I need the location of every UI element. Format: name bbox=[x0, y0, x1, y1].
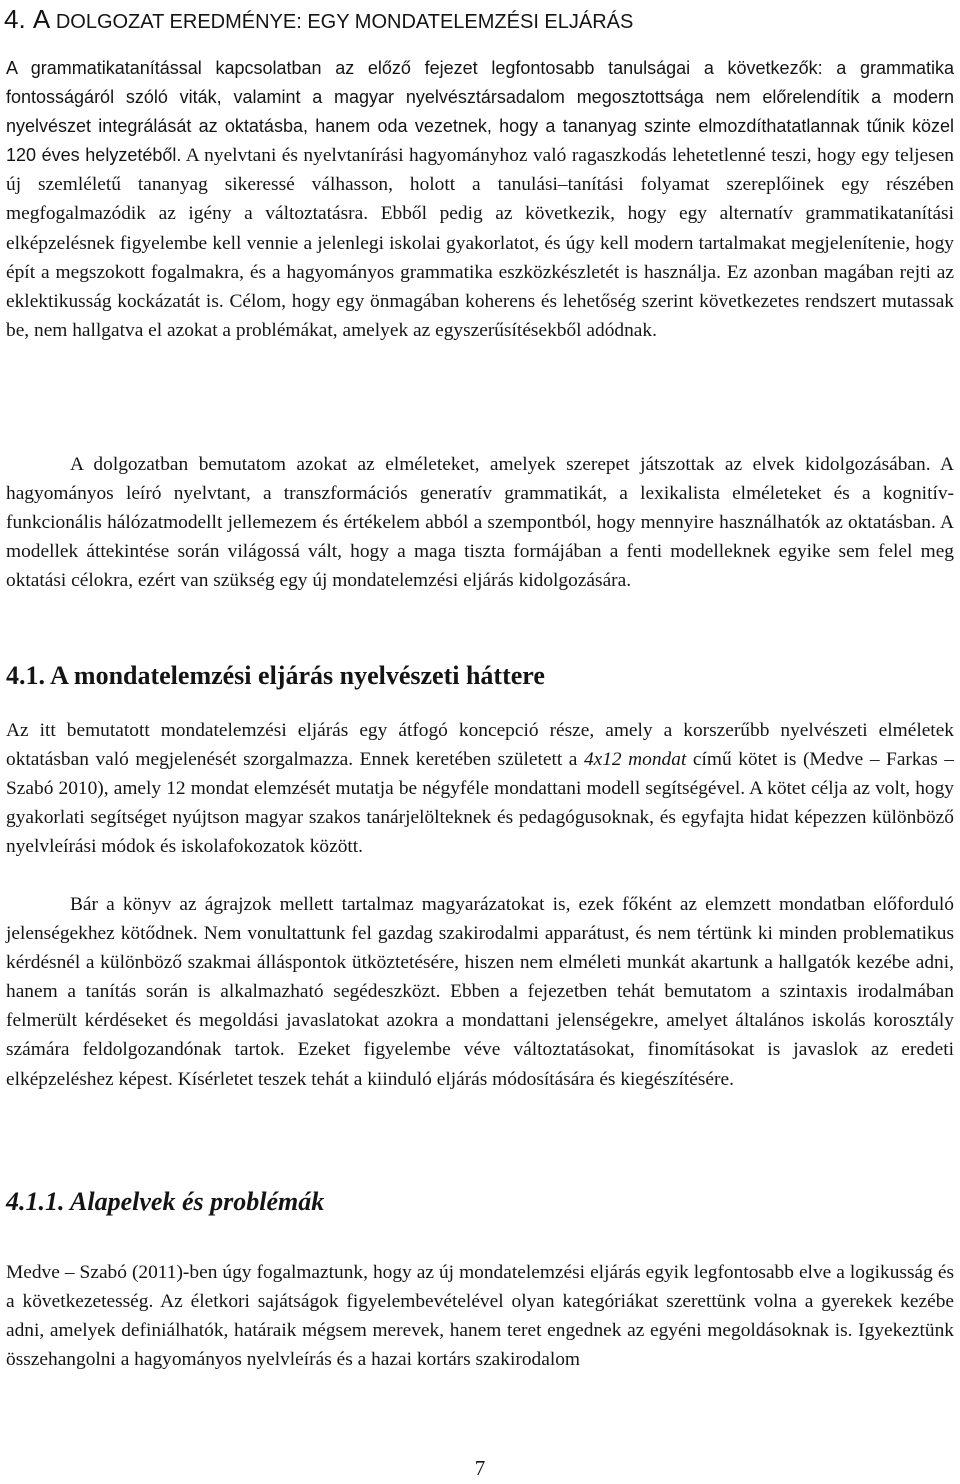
section-heading-4-1: 4.1. A mondatelemzési eljárás nyelvészeti háttere bbox=[6, 661, 545, 690]
intro-paragraph-1-sans-part: A grammatikatanítással kapcsolatban az előző fejezet legfontosabb tanulságai a következők: a grammatika fontosságáról szóló viták, valamint a magyar nyelvésztársadalom megosztottsága nem előrelendítik a modern nyelvészet integrálását az oktatásba, hanem oda vezetnek, hogy a tananyag szinte elmozdíthatatlannak tűnik közel 120 éves helyzetéből. bbox=[6, 58, 954, 166]
chapter-title-text: DOLGOZAT EREDMÉNYE: EGY MONDATELEMZÉSI ELJÁRÁS bbox=[50, 11, 634, 33]
chapter-title-initial: A bbox=[32, 4, 51, 34]
section-4-1-paragraph-2: Bár a könyv az ágrajzok mellett tartalmaz magyarázatokat is, ezek főként az elemzett mondatban előforduló jelenségekhez kötődnek. Nem vonultattunk fel gazdag szakirodalmi apparátust, és nem tértünk ki minden problematikus kérdésnél a különböző szakmai álláspontok ütköztetésére, hiszen nem elméleti munkát akartunk a hallgatók kezébe adni, hanem a tanítás során is alkalmazható segédeszközt. Ebben a fejezetben tehát bemutatom a szintaxis irodalmában felmerült kérdéseket és megoldási javaslatokat azokra a mondattani jelenségekre, amelyet általános iskolás korosztály számára feldolgozandónak tartok. Ezeket figyelembe véve változtatásokat, finomításokat is javaslok az eredeti elképzeléshez képest. Kísérletet teszek tehát a kiinduló eljárás módosítására és kiegészítésére. bbox=[6, 894, 954, 1090]
book-title: 4x12 mondat bbox=[583, 749, 687, 771]
chapter-title bbox=[4, 2, 956, 39]
intro-paragraph-2: A dolgozatban bemutatom azokat az elméleteket, amelyek szerepet játszottak az elvek kidolgozásában. A hagyományos leíró nyelvtant, a transzformációs generatív grammatikát, a lexikalista elméleteket és a kognitív-funkcionális hálózatmodellt jellemezem és értékelem abból a szempontból, hogy mennyire használhatók az oktatásban. A modellek áttekintése során világossá vált, hogy a maga tiszta formájában a fenti modelleknek egyike sem felel meg oktatási célokra, ezért van szükség egy új mondatelemzési eljárás kidolgozására. bbox=[6, 454, 954, 592]
section-4-1-paragraph-1-text-b: című kötet is (Medve – Farkas – Szabó 2010), amely 12 mondat elemzését mutatja be négyféle mondattani modell segítségével. A kötet célja az volt, hogy gyakorlati segítséget nyújtson magyar szakos tanárjelölteknek és pedagógusoknak, és egyfajta hidat képezzen különböző nyelvleírási módok és iskolafokozatok között. bbox=[6, 749, 954, 858]
section-heading-4-1-1: 4.1.1. Alapelvek és problémák bbox=[6, 1187, 325, 1216]
chapter-number: 4. bbox=[4, 4, 26, 34]
intro-paragraph-1-serif-part: A nyelvtani és nyelvtanírási hagyományhoz való ragaszkodás lehetetlenné teszi, hogy egy teljesen új szemléletű tananyag sikeressé válhasson, holott a tanulási–tanítási folyamat szereplőinek egy részében megfogalmazódik az igény a változtatásra. Ebből pedig az következik, hogy egy alternatív grammatikatanítási elképzelésnek figyelembe kell vennie a jelenlegi iskolai gyakorlatot, és úgy kell modern tartalmakat megjelenítenie, hogy épít a megszokott fogalmakra, és a hagyományos grammatika eszközkészletét is használja. Ez azonban magában rejti az eklektikusság kockázatát is. Célom, hogy egy önmagában koherens és lehetőség szerint következetes rendszert mutassak be, nem hallgatva el azokat a problémákat, amelyek az egyszerűsítésekből adódnak. bbox=[6, 145, 954, 341]
section-4-1-paragraph-1 bbox=[6, 716, 954, 861]
section-4-1-1-paragraph-1: Medve – Szabó (2011)-ben úgy fogalmaztunk, hogy az új mondatelemzési eljárás egyik legfontosabb elve a logikusság és a következetesség. Az életkori sajátságok figyelembevételével olyan kategóriákat szerettünk volna a gyerekek kezébe adni, amelyek definiálhatók, határaik mégsem merevek, hanem teret engednek az egyéni megoldásoknak is. Igyekeztünk összehangolni a hagyományos nyelvleírás és a hazai kortárs szakirodalom bbox=[6, 1262, 954, 1371]
section-4-1-paragraph-1-text-a: Az itt bemutatott mondatelemzési eljárás egy átfogó koncepció része, amely a korszerűbb nyelvészeti elméletek oktatásban való megjelenését szorgalmazza. Ennek keretében született a bbox=[6, 720, 954, 771]
intro-paragraph-1 bbox=[6, 54, 954, 345]
page-number: 7 bbox=[474, 1456, 486, 1480]
